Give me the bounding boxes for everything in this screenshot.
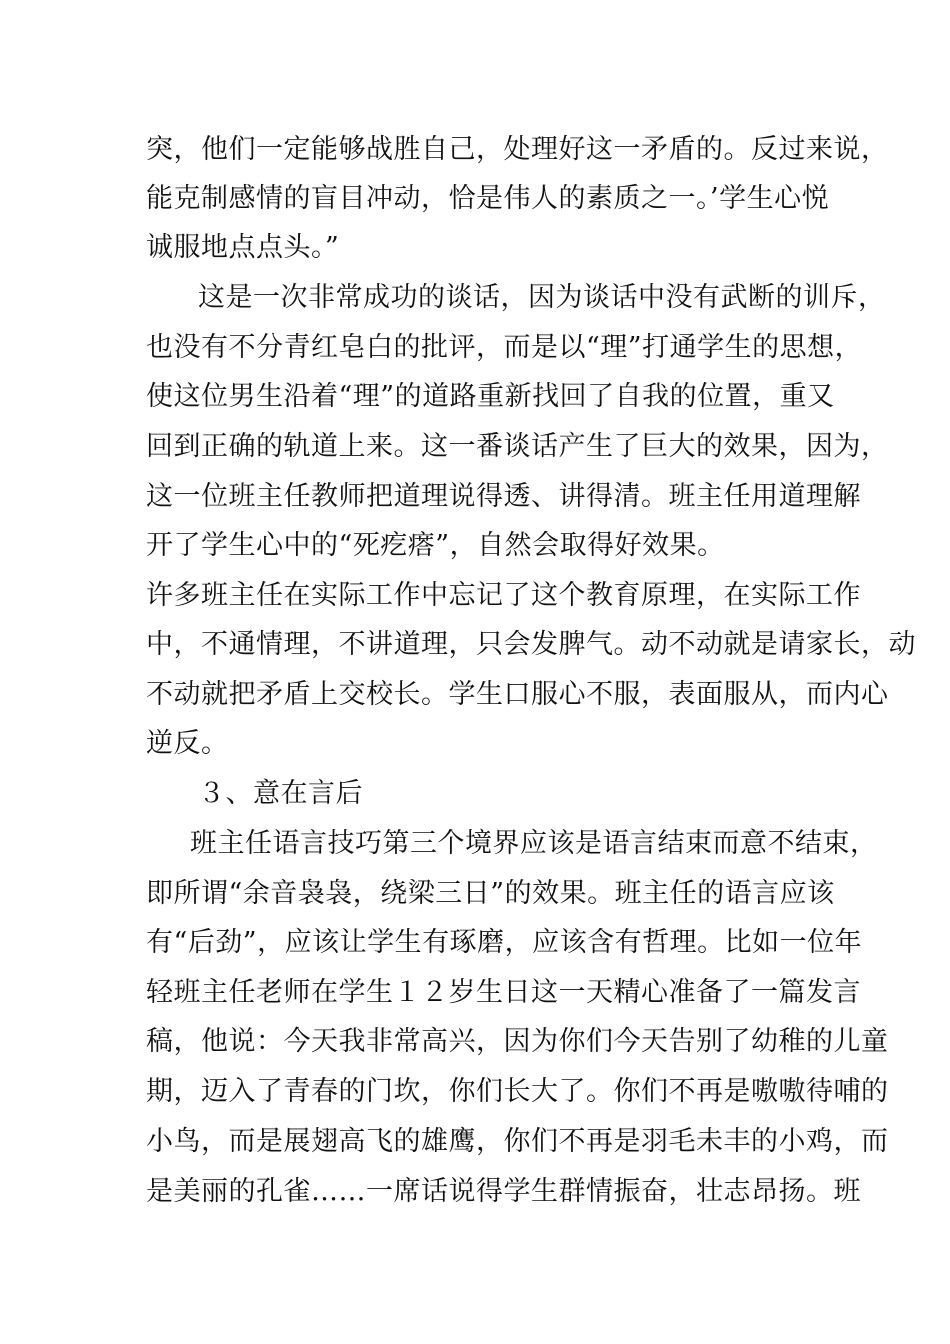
text-line: 是美丽的孔雀……一席话说得学生群情振奋，壮志昂扬。班 (146, 1176, 861, 1207)
text-line: 也没有不分青红皂白的批评，而是以“理”打通学生的思想， (146, 332, 863, 363)
text-line: 许多班主任在实际工作中忘记了这个教育原理，在实际工作 (146, 580, 861, 611)
paragraph-first-line: 这是一次非常成功的谈话，因为谈话中没有武断的训斥， (198, 282, 886, 313)
text-line: 突，他们一定能够战胜自己，处理好这一矛盾的。反过来说， (146, 134, 889, 165)
text-line: 能克制感情的盲目冲动，恰是伟人的素质之一。’学生心悦 (146, 183, 830, 214)
text-line: 即所谓“余音袅袅，绕梁三日”的效果。班主任的语言应该 (146, 878, 835, 909)
text-line: 逆反。 (146, 728, 229, 759)
text-line: 小鸟，而是展翅高飞的雄鹰，你们不再是羽毛未丰的小鸡，而 (146, 1126, 889, 1157)
text-line: 中，不通情理，不讲道理，只会发脾气。动不动就是请家长，动 (146, 629, 916, 660)
text-line: 这一位班主任教师把道理说得透、讲得清。班主任用道理解 (146, 481, 861, 512)
text-line: 稿，他说：今天我非常高兴，因为你们今天告别了幼稚的儿童 (146, 1026, 889, 1057)
paragraph-first-line: 班主任语言技巧第三个境界应该是语言结束而意不结束， (190, 828, 878, 859)
section-heading: ３、意在言后 (198, 778, 363, 809)
text-line: 期，迈入了青春的门坎，你们长大了。你们不再是嗷嗷待哺的 (146, 1076, 889, 1107)
text-line: 轻班主任老师在学生１２岁生日这一天精心准备了一篇发言 (146, 977, 861, 1008)
text-line: 使这位男生沿着“理”的道路重新找回了自我的位置，重又 (146, 381, 835, 412)
text-line: 有“后劲”，应该让学生有琢磨，应该含有哲理。比如一位年 (146, 927, 863, 958)
text-line: 回到正确的轨道上来。这一番谈话产生了巨大的效果，因为， (146, 431, 889, 462)
text-line: 开了学生心中的“死疙瘩”，自然会取得好效果。 (146, 530, 725, 561)
text-line: 诚服地点点头。” (146, 232, 340, 263)
text-line: 不动就把矛盾上交校长。学生口服心不服，表面服从，而内心 (146, 679, 889, 710)
